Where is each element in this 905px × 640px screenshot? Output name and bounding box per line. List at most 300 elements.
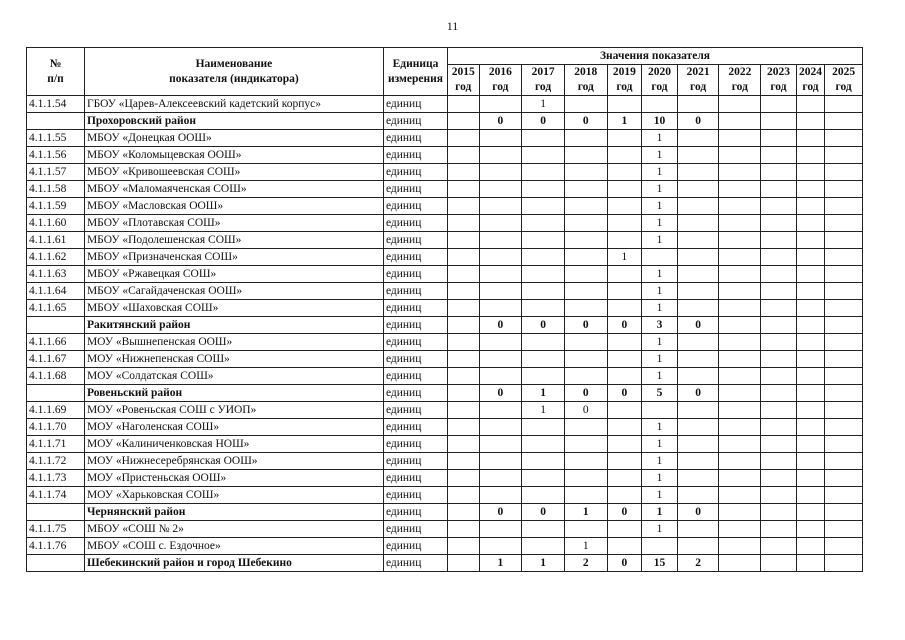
value-cell bbox=[448, 232, 480, 249]
row-number: 4.1.1.68 bbox=[27, 368, 85, 385]
value-cell bbox=[479, 181, 522, 198]
table-row bbox=[27, 351, 863, 368]
unit-cell: единиц bbox=[383, 470, 447, 487]
value-cell: 1 bbox=[642, 368, 678, 385]
value-cell bbox=[761, 419, 797, 436]
value-cell bbox=[796, 198, 824, 215]
value-cell bbox=[479, 198, 522, 215]
value-cell bbox=[719, 385, 761, 402]
value-cell: 1 bbox=[642, 181, 678, 198]
value-cell bbox=[607, 266, 642, 283]
row-number bbox=[27, 555, 85, 572]
value-cell bbox=[448, 317, 480, 334]
row-number: 4.1.1.55 bbox=[27, 130, 85, 147]
unit-cell: единиц bbox=[383, 147, 447, 164]
indicator-name: МБОУ «СОШ с. Ездочное» bbox=[84, 538, 383, 555]
value-cell: 0 bbox=[564, 402, 607, 419]
value-cell bbox=[761, 436, 797, 453]
value-cell bbox=[564, 215, 607, 232]
value-cell bbox=[677, 181, 719, 198]
value-cell bbox=[825, 215, 863, 232]
value-cell bbox=[825, 402, 863, 419]
value-cell bbox=[719, 215, 761, 232]
value-cell bbox=[825, 113, 863, 130]
value-cell bbox=[825, 181, 863, 198]
value-cell bbox=[564, 334, 607, 351]
value-cell: 1 bbox=[642, 351, 678, 368]
header-values: Значения показателя bbox=[448, 48, 863, 65]
unit-cell: единиц bbox=[383, 504, 447, 521]
value-cell: 1 bbox=[522, 555, 565, 572]
value-cell bbox=[761, 402, 797, 419]
value-cell bbox=[479, 453, 522, 470]
value-cell bbox=[564, 368, 607, 385]
value-cell bbox=[522, 538, 565, 555]
indicator-name: МБОУ «Сагайдаченская ООШ» bbox=[84, 283, 383, 300]
value-cell bbox=[825, 317, 863, 334]
indicator-name: Ровеньский район bbox=[84, 385, 383, 402]
value-cell bbox=[719, 130, 761, 147]
value-cell bbox=[677, 266, 719, 283]
unit-cell: единиц bbox=[383, 96, 447, 113]
header-year: 2021 год bbox=[677, 65, 719, 96]
value-cell: 0 bbox=[479, 504, 522, 521]
value-cell bbox=[564, 164, 607, 181]
value-cell bbox=[761, 368, 797, 385]
value-cell bbox=[796, 181, 824, 198]
page-number: 11 bbox=[446, 19, 459, 33]
value-cell bbox=[719, 181, 761, 198]
value-cell bbox=[448, 266, 480, 283]
value-cell bbox=[607, 96, 642, 113]
value-cell bbox=[564, 419, 607, 436]
value-cell bbox=[677, 538, 719, 555]
value-cell bbox=[479, 351, 522, 368]
value-cell bbox=[761, 300, 797, 317]
header-num: № п/п bbox=[27, 48, 85, 96]
value-cell bbox=[796, 317, 824, 334]
value-cell bbox=[677, 368, 719, 385]
row-number: 4.1.1.57 bbox=[27, 164, 85, 181]
value-cell bbox=[479, 300, 522, 317]
value-cell bbox=[761, 164, 797, 181]
value-cell bbox=[564, 351, 607, 368]
value-cell bbox=[677, 402, 719, 419]
value-cell: 1 bbox=[642, 283, 678, 300]
value-cell bbox=[448, 555, 480, 572]
indicator-name: Ракитянский район bbox=[84, 317, 383, 334]
value-cell bbox=[796, 521, 824, 538]
value-cell bbox=[479, 538, 522, 555]
header-year: 2022 год bbox=[719, 65, 761, 96]
header-unit: Единица измерения bbox=[383, 48, 447, 96]
value-cell bbox=[448, 147, 480, 164]
value-cell bbox=[448, 198, 480, 215]
value-cell bbox=[607, 487, 642, 504]
row-number bbox=[27, 317, 85, 334]
value-cell bbox=[761, 249, 797, 266]
value-cell bbox=[719, 402, 761, 419]
indicator-name: МОУ «Нижнесеребрянская ООШ» bbox=[84, 453, 383, 470]
value-cell bbox=[479, 232, 522, 249]
value-cell bbox=[677, 436, 719, 453]
value-cell bbox=[825, 232, 863, 249]
header-year: 2018 год bbox=[564, 65, 607, 96]
value-cell: 1 bbox=[522, 385, 565, 402]
value-cell bbox=[761, 266, 797, 283]
value-cell bbox=[825, 249, 863, 266]
table-row bbox=[27, 147, 863, 164]
value-cell bbox=[796, 164, 824, 181]
indicator-table bbox=[26, 47, 863, 572]
value-cell bbox=[761, 334, 797, 351]
value-cell bbox=[607, 232, 642, 249]
table-row bbox=[27, 249, 863, 266]
value-cell bbox=[642, 402, 678, 419]
table-row bbox=[27, 198, 863, 215]
value-cell bbox=[796, 147, 824, 164]
value-cell bbox=[796, 555, 824, 572]
value-cell bbox=[761, 385, 797, 402]
value-cell: 1 bbox=[522, 402, 565, 419]
indicator-name: МБОУ «Плотавская СОШ» bbox=[84, 215, 383, 232]
value-cell: 1 bbox=[642, 232, 678, 249]
value-cell bbox=[564, 470, 607, 487]
table-row bbox=[27, 266, 863, 283]
value-cell bbox=[761, 181, 797, 198]
value-cell: 1 bbox=[607, 249, 642, 266]
value-cell bbox=[761, 232, 797, 249]
value-cell bbox=[522, 164, 565, 181]
value-cell bbox=[825, 96, 863, 113]
value-cell bbox=[719, 521, 761, 538]
value-cell: 1 bbox=[642, 334, 678, 351]
value-cell bbox=[719, 487, 761, 504]
value-cell bbox=[522, 147, 565, 164]
value-cell bbox=[448, 351, 480, 368]
indicator-name: МБОУ «Маломаяченская СОШ» bbox=[84, 181, 383, 198]
value-cell bbox=[522, 283, 565, 300]
value-cell bbox=[522, 351, 565, 368]
value-cell bbox=[796, 266, 824, 283]
value-cell bbox=[448, 215, 480, 232]
table-row bbox=[27, 402, 863, 419]
value-cell bbox=[796, 113, 824, 130]
indicator-name: Чернянский район bbox=[84, 504, 383, 521]
value-cell: 1 bbox=[642, 164, 678, 181]
value-cell bbox=[607, 181, 642, 198]
value-cell bbox=[719, 283, 761, 300]
unit-cell: единиц bbox=[383, 521, 447, 538]
indicator-name: МБОУ «Подолешенская СОШ» bbox=[84, 232, 383, 249]
value-cell bbox=[607, 164, 642, 181]
header-year: 2016 год bbox=[479, 65, 522, 96]
row-number: 4.1.1.64 bbox=[27, 283, 85, 300]
table-row bbox=[27, 283, 863, 300]
value-cell bbox=[522, 419, 565, 436]
value-cell bbox=[677, 300, 719, 317]
value-cell bbox=[761, 555, 797, 572]
value-cell bbox=[825, 436, 863, 453]
value-cell bbox=[761, 215, 797, 232]
unit-cell: единиц bbox=[383, 317, 447, 334]
district-row bbox=[27, 555, 863, 572]
indicator-name: ГБОУ «Царев-Алексеевский кадетский корпус» bbox=[84, 96, 383, 113]
value-cell: 0 bbox=[522, 504, 565, 521]
value-cell bbox=[825, 368, 863, 385]
value-cell bbox=[825, 487, 863, 504]
value-cell bbox=[522, 453, 565, 470]
row-number: 4.1.1.61 bbox=[27, 232, 85, 249]
value-cell bbox=[719, 113, 761, 130]
value-cell: 0 bbox=[564, 113, 607, 130]
value-cell bbox=[796, 487, 824, 504]
value-cell bbox=[564, 232, 607, 249]
value-cell bbox=[607, 283, 642, 300]
value-cell bbox=[607, 300, 642, 317]
value-cell bbox=[607, 215, 642, 232]
value-cell bbox=[564, 249, 607, 266]
unit-cell: единиц bbox=[383, 198, 447, 215]
value-cell bbox=[719, 232, 761, 249]
value-cell bbox=[761, 283, 797, 300]
table-row bbox=[27, 368, 863, 385]
value-cell bbox=[796, 368, 824, 385]
value-cell bbox=[607, 521, 642, 538]
unit-cell: единиц bbox=[383, 368, 447, 385]
value-cell bbox=[825, 504, 863, 521]
header-year: 2025 год bbox=[825, 65, 863, 96]
value-cell bbox=[719, 96, 761, 113]
row-number: 4.1.1.67 bbox=[27, 351, 85, 368]
value-cell bbox=[796, 215, 824, 232]
value-cell: 0 bbox=[522, 113, 565, 130]
indicator-name: МОУ «Нижнепенская СОШ» bbox=[84, 351, 383, 368]
value-cell bbox=[677, 232, 719, 249]
table-row bbox=[27, 453, 863, 470]
value-cell bbox=[796, 249, 824, 266]
value-cell bbox=[677, 470, 719, 487]
unit-cell: единиц bbox=[383, 181, 447, 198]
value-cell bbox=[719, 266, 761, 283]
value-cell bbox=[761, 453, 797, 470]
value-cell bbox=[796, 232, 824, 249]
row-number: 4.1.1.73 bbox=[27, 470, 85, 487]
value-cell bbox=[825, 147, 863, 164]
header-year: 2023 год bbox=[761, 65, 797, 96]
value-cell: 0 bbox=[564, 385, 607, 402]
table-row bbox=[27, 300, 863, 317]
value-cell bbox=[761, 198, 797, 215]
value-cell: 1 bbox=[642, 521, 678, 538]
indicator-name: Прохоровский район bbox=[84, 113, 383, 130]
value-cell bbox=[448, 504, 480, 521]
value-cell bbox=[448, 181, 480, 198]
value-cell bbox=[522, 215, 565, 232]
value-cell: 0 bbox=[607, 504, 642, 521]
value-cell bbox=[448, 453, 480, 470]
value-cell bbox=[761, 351, 797, 368]
value-cell bbox=[719, 317, 761, 334]
value-cell bbox=[479, 334, 522, 351]
value-cell bbox=[448, 436, 480, 453]
table-row bbox=[27, 96, 863, 113]
value-cell: 1 bbox=[642, 504, 678, 521]
indicator-name: МБОУ «Донецкая ООШ» bbox=[84, 130, 383, 147]
value-cell: 1 bbox=[564, 538, 607, 555]
value-cell bbox=[479, 130, 522, 147]
unit-cell: единиц bbox=[383, 334, 447, 351]
value-cell bbox=[677, 419, 719, 436]
value-cell bbox=[607, 334, 642, 351]
value-cell: 15 bbox=[642, 555, 678, 572]
value-cell: 1 bbox=[642, 266, 678, 283]
value-cell: 0 bbox=[479, 385, 522, 402]
value-cell bbox=[522, 521, 565, 538]
value-cell bbox=[719, 334, 761, 351]
value-cell: 0 bbox=[677, 113, 719, 130]
value-cell bbox=[607, 453, 642, 470]
value-cell bbox=[522, 334, 565, 351]
value-cell bbox=[479, 436, 522, 453]
value-cell bbox=[796, 538, 824, 555]
value-cell bbox=[479, 487, 522, 504]
value-cell bbox=[796, 504, 824, 521]
row-number: 4.1.1.72 bbox=[27, 453, 85, 470]
value-cell bbox=[479, 419, 522, 436]
value-cell bbox=[796, 436, 824, 453]
value-cell: 1 bbox=[642, 470, 678, 487]
value-cell bbox=[761, 521, 797, 538]
table-body bbox=[27, 96, 863, 572]
value-cell bbox=[825, 130, 863, 147]
unit-cell: единиц bbox=[383, 453, 447, 470]
unit-cell: единиц bbox=[383, 130, 447, 147]
value-cell bbox=[719, 368, 761, 385]
value-cell bbox=[677, 283, 719, 300]
value-cell bbox=[677, 351, 719, 368]
value-cell: 0 bbox=[607, 385, 642, 402]
value-cell bbox=[677, 147, 719, 164]
value-cell bbox=[719, 538, 761, 555]
value-cell bbox=[448, 300, 480, 317]
value-cell bbox=[564, 181, 607, 198]
value-cell bbox=[761, 487, 797, 504]
value-cell bbox=[564, 300, 607, 317]
value-cell bbox=[642, 96, 678, 113]
value-cell: 1 bbox=[642, 436, 678, 453]
row-number: 4.1.1.58 bbox=[27, 181, 85, 198]
value-cell bbox=[607, 147, 642, 164]
row-number: 4.1.1.69 bbox=[27, 402, 85, 419]
header-year: 2017 год bbox=[522, 65, 565, 96]
value-cell bbox=[677, 521, 719, 538]
indicator-name: МБОУ «СОШ № 2» bbox=[84, 521, 383, 538]
value-cell: 1 bbox=[642, 419, 678, 436]
table-row bbox=[27, 232, 863, 249]
value-cell bbox=[448, 419, 480, 436]
value-cell bbox=[607, 436, 642, 453]
indicator-name: МОУ «Солдатская СОШ» bbox=[84, 368, 383, 385]
value-cell bbox=[719, 436, 761, 453]
table-row bbox=[27, 130, 863, 147]
row-number: 4.1.1.54 bbox=[27, 96, 85, 113]
value-cell bbox=[761, 470, 797, 487]
value-cell: 0 bbox=[564, 317, 607, 334]
row-number: 4.1.1.63 bbox=[27, 266, 85, 283]
table-row bbox=[27, 470, 863, 487]
value-cell: 0 bbox=[677, 385, 719, 402]
value-cell: 1 bbox=[642, 147, 678, 164]
value-cell: 1 bbox=[642, 130, 678, 147]
value-cell bbox=[522, 181, 565, 198]
row-number: 4.1.1.70 bbox=[27, 419, 85, 436]
value-cell bbox=[719, 249, 761, 266]
value-cell bbox=[796, 419, 824, 436]
value-cell bbox=[796, 283, 824, 300]
table-row bbox=[27, 419, 863, 436]
value-cell: 0 bbox=[677, 504, 719, 521]
row-number: 4.1.1.59 bbox=[27, 198, 85, 215]
value-cell: 2 bbox=[564, 555, 607, 572]
value-cell: 1 bbox=[642, 453, 678, 470]
value-cell bbox=[607, 419, 642, 436]
value-cell bbox=[479, 215, 522, 232]
value-cell bbox=[761, 317, 797, 334]
value-cell bbox=[448, 334, 480, 351]
value-cell bbox=[479, 164, 522, 181]
value-cell bbox=[522, 249, 565, 266]
value-cell bbox=[607, 470, 642, 487]
value-cell bbox=[607, 351, 642, 368]
value-cell bbox=[448, 283, 480, 300]
unit-cell: единиц bbox=[383, 283, 447, 300]
value-cell bbox=[564, 487, 607, 504]
value-cell bbox=[677, 215, 719, 232]
value-cell bbox=[448, 402, 480, 419]
value-cell bbox=[719, 164, 761, 181]
value-cell bbox=[607, 402, 642, 419]
value-cell bbox=[761, 147, 797, 164]
row-number: 4.1.1.56 bbox=[27, 147, 85, 164]
value-cell bbox=[642, 249, 678, 266]
row-number: 4.1.1.65 bbox=[27, 300, 85, 317]
row-number: 4.1.1.71 bbox=[27, 436, 85, 453]
value-cell: 1 bbox=[564, 504, 607, 521]
value-cell bbox=[522, 300, 565, 317]
table-row bbox=[27, 215, 863, 232]
value-cell bbox=[825, 283, 863, 300]
value-cell bbox=[825, 266, 863, 283]
value-cell bbox=[719, 504, 761, 521]
value-cell bbox=[719, 147, 761, 164]
value-cell bbox=[522, 266, 565, 283]
value-cell bbox=[479, 96, 522, 113]
value-cell bbox=[564, 130, 607, 147]
indicator-name: МОУ «Харьковская СОШ» bbox=[84, 487, 383, 504]
row-number: 4.1.1.60 bbox=[27, 215, 85, 232]
unit-cell: единиц bbox=[383, 487, 447, 504]
value-cell bbox=[796, 300, 824, 317]
value-cell: 0 bbox=[479, 113, 522, 130]
district-row bbox=[27, 113, 863, 130]
value-cell bbox=[479, 266, 522, 283]
unit-cell: единиц bbox=[383, 538, 447, 555]
unit-cell: единиц bbox=[383, 113, 447, 130]
header-name: Наименование показателя (индикатора) bbox=[84, 48, 383, 96]
row-number: 4.1.1.66 bbox=[27, 334, 85, 351]
value-cell bbox=[448, 249, 480, 266]
